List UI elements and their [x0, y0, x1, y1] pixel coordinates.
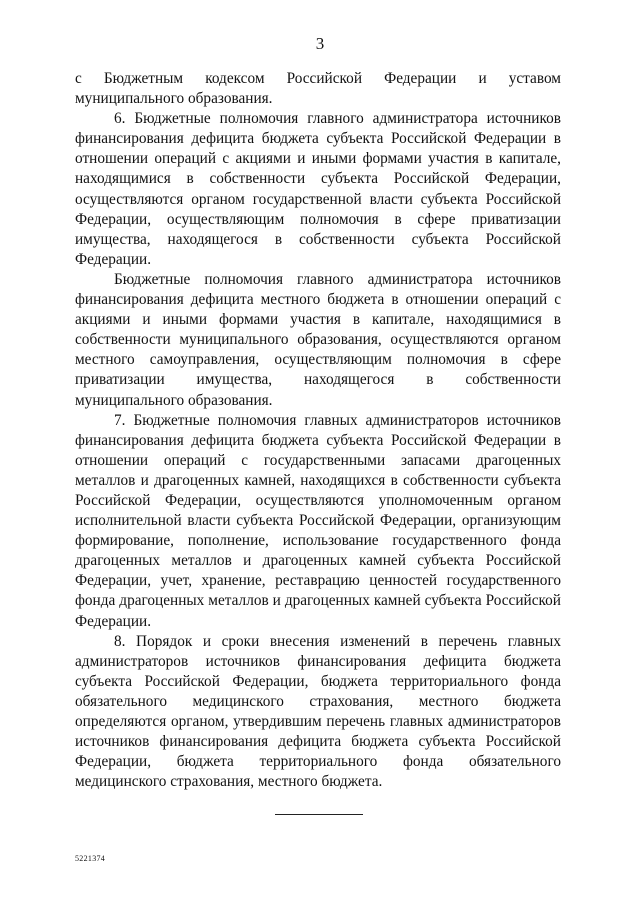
- end-divider: [275, 814, 363, 815]
- paragraph-continuation: с Бюджетным кодексом Российской Федерации и уставом муниципального образования.: [75, 70, 561, 108]
- paragraph-local-budget: Бюджетные полномочия главного администратора источников финансирования дефицита местного бюджета в отношении операций с акциями и иными формами участия в капитале, находящимися в собственности муниципального образования, осуществляются органом местного самоуправления, осуществляющим полномочия в сфере приватизации имущества, находящегося в собственности муниципального образования.: [75, 270, 561, 409]
- paragraph-item-6: 6. Бюджетные полномочия главного администратора источников финансирования дефицита бюджета субъекта Российской Федерации в отношении операций с акциями и иными формами участия в капитале, находящимися в собственности субъекта Российской Федерации, осуществляются органом государственной власти субъекта Российской Федерации, осуществляющим полномочия в сфере приватизации имущества, находящегося в собственности субъекта Российской Федерации.: [75, 110, 561, 268]
- document-code: 5221374: [75, 854, 106, 863]
- paragraph-item-7: 7. Бюджетные полномочия главных администраторов источников финансирования дефицита бюджета субъекта Российской Федерации в отношении операций с государственными запасами драгоценных металлов и драгоценных камней, находящихся в собственности субъекта Российской Федерации, осуществляются уполномоченным органом исполнительной власти субъекта Российской Федерации, организующим формирование, пополнение, использование государственного фонда драгоценных металлов и драгоценных камней субъекта Российской Федерации, учет, хранение, реставрацию ценностей государственного фонда драгоценных металлов и драгоценных камней субъекта Российской Федерации.: [75, 411, 561, 630]
- paragraph-item-8: 8. Порядок и сроки внесения изменений в перечень главных администраторов источников финансирования дефицита бюджета субъекта Российской Федерации, бюджета территориального фонда обязательного медицинского страхования, местного бюджета определяются органом, утвердившим перечень главных администраторов источников финансирования дефицита бюджета субъекта Российской Федерации, бюджета территориального фонда обязательного медицинского страхования, местного бюджета.: [75, 632, 561, 791]
- document-body: [75, 69, 561, 792]
- page-number: 3: [315, 34, 325, 53]
